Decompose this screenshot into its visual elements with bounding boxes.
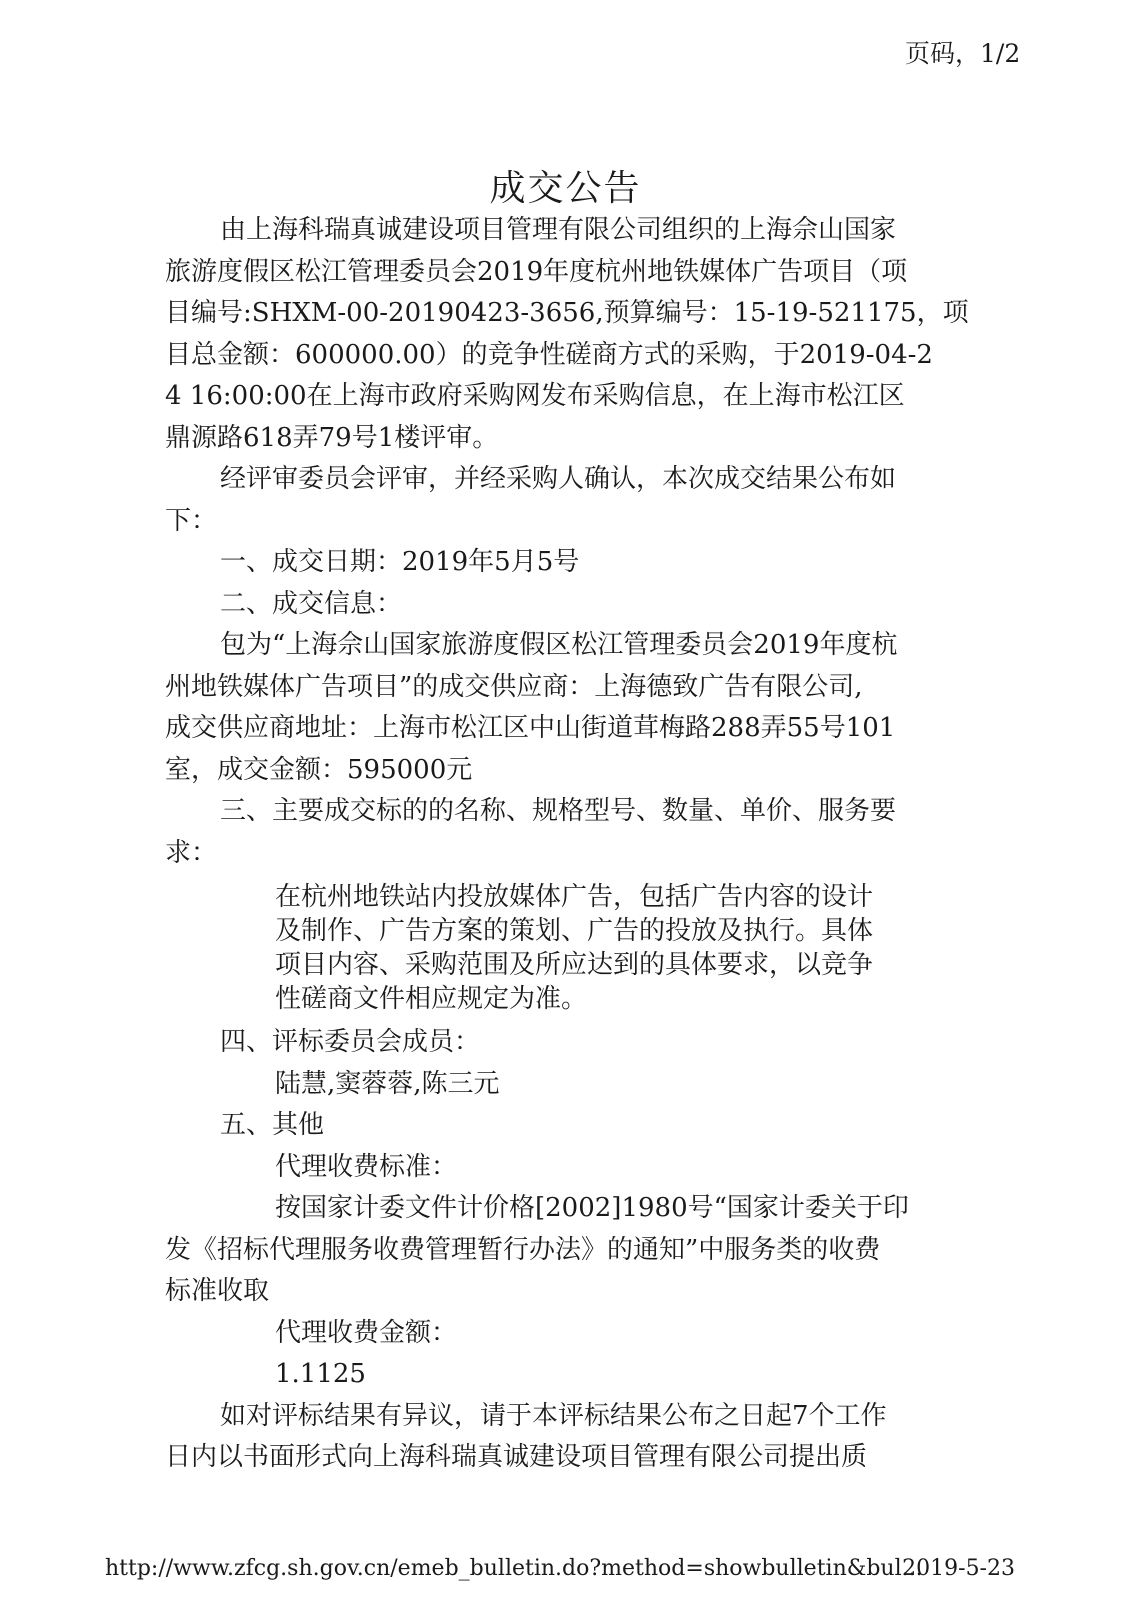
text-line: 三、主要成交标的的名称、规格型号、数量、单价、服务要 (220, 796, 897, 826)
text-line: 项目内容、采购范围及所应达到的具体要求，以竞争 (275, 950, 874, 980)
subject-detail (165, 880, 955, 1016)
text-line: 下： (165, 505, 218, 536)
deal-info-heading: 二、成交信息： (220, 588, 403, 619)
text-line: 目编号:SHXM-00-20190423-3656,预算编号：15-19-521175，项 (165, 298, 969, 328)
text-line: 成交供应商地址：上海市松江区中山街道茸梅路288弄55号101 (165, 713, 896, 743)
text-line: 室，成交金额：595000元 (165, 754, 473, 785)
text-line: 经评审委员会评审，并经采购人确认，本次成交结果公布如 (220, 464, 897, 494)
fee-standard-paragraph (165, 1188, 955, 1313)
text-line: 在杭州地铁站内投放媒体广告，包括广告内容的设计 (275, 882, 874, 912)
review-paragraph (165, 459, 955, 542)
intro-paragraph (165, 210, 969, 459)
objection-paragraph (165, 1396, 955, 1479)
text-line: 及制作、广告方案的策划、广告的投放及执行。具体 (275, 916, 874, 946)
fee-standard-label: 代理收费标准： (275, 1151, 458, 1182)
text-line: 鼎源路618弄79号1楼评审。 (165, 422, 499, 453)
subject-heading (165, 791, 955, 874)
text-line: 如对评标结果有异议，请于本评标结果公布之日起7个工作 (220, 1400, 887, 1431)
text-line: 求： (165, 837, 218, 868)
document-body (165, 210, 969, 1479)
committee-members: 陆慧,窦蓉蓉,陈三元 (275, 1068, 500, 1099)
text-line: 发《招标代理服务收费管理暂行办法》的通知”中服务类的收费 (165, 1234, 881, 1265)
text-line: 4 16:00:00在上海市政府采购网发布采购信息，在上海市松江区 (165, 381, 905, 411)
text-line: 日内以书面形式向上海科瑞真诚建设项目管理有限公司提出质 (165, 1442, 868, 1472)
document-title: 成交公告 (489, 168, 642, 209)
fee-amount: 1.1125 (275, 1359, 366, 1389)
text-line: 目总金额：600000.00）的竞争性磋商方式的采购，于2019-04-2 (165, 339, 933, 370)
committee-heading: 四、评标委员会成员： (220, 1027, 481, 1057)
page-number: 页码，1/2 (905, 39, 1021, 68)
text-line: 旅游度假区松江管理委员会2019年度杭州地铁媒体广告项目（项 (165, 256, 908, 287)
text-line: 包为“上海佘山国家旅游度假区松江管理委员会2019年度杭 (220, 630, 898, 660)
text-line: 州地铁媒体广告项目”的成交供应商：上海德致广告有限公司, (165, 671, 863, 702)
footer-url: http://www.zfcg.sh.gov.cn/emeb_bulletin.do?method=showbulletin&bul... (105, 1556, 923, 1581)
deal-info-paragraph (165, 625, 955, 791)
text-line: 由上海科瑞真诚建设项目管理有限公司组织的上海佘山国家 (220, 215, 897, 245)
text-line: 按国家计委文件计价格[2002]1980号“国家计委关于印 (275, 1193, 909, 1223)
other-heading: 五、其他 (220, 1110, 325, 1140)
deal-date: 一、成交日期：2019年5月5号 (220, 547, 580, 577)
text-line: 性磋商文件相应规定为准。 (275, 984, 588, 1014)
footer-date: 2019-5-23 (902, 1556, 1015, 1581)
fee-amount-label: 代理收费金额： (275, 1317, 458, 1348)
text-line: 标准收取 (165, 1276, 270, 1306)
